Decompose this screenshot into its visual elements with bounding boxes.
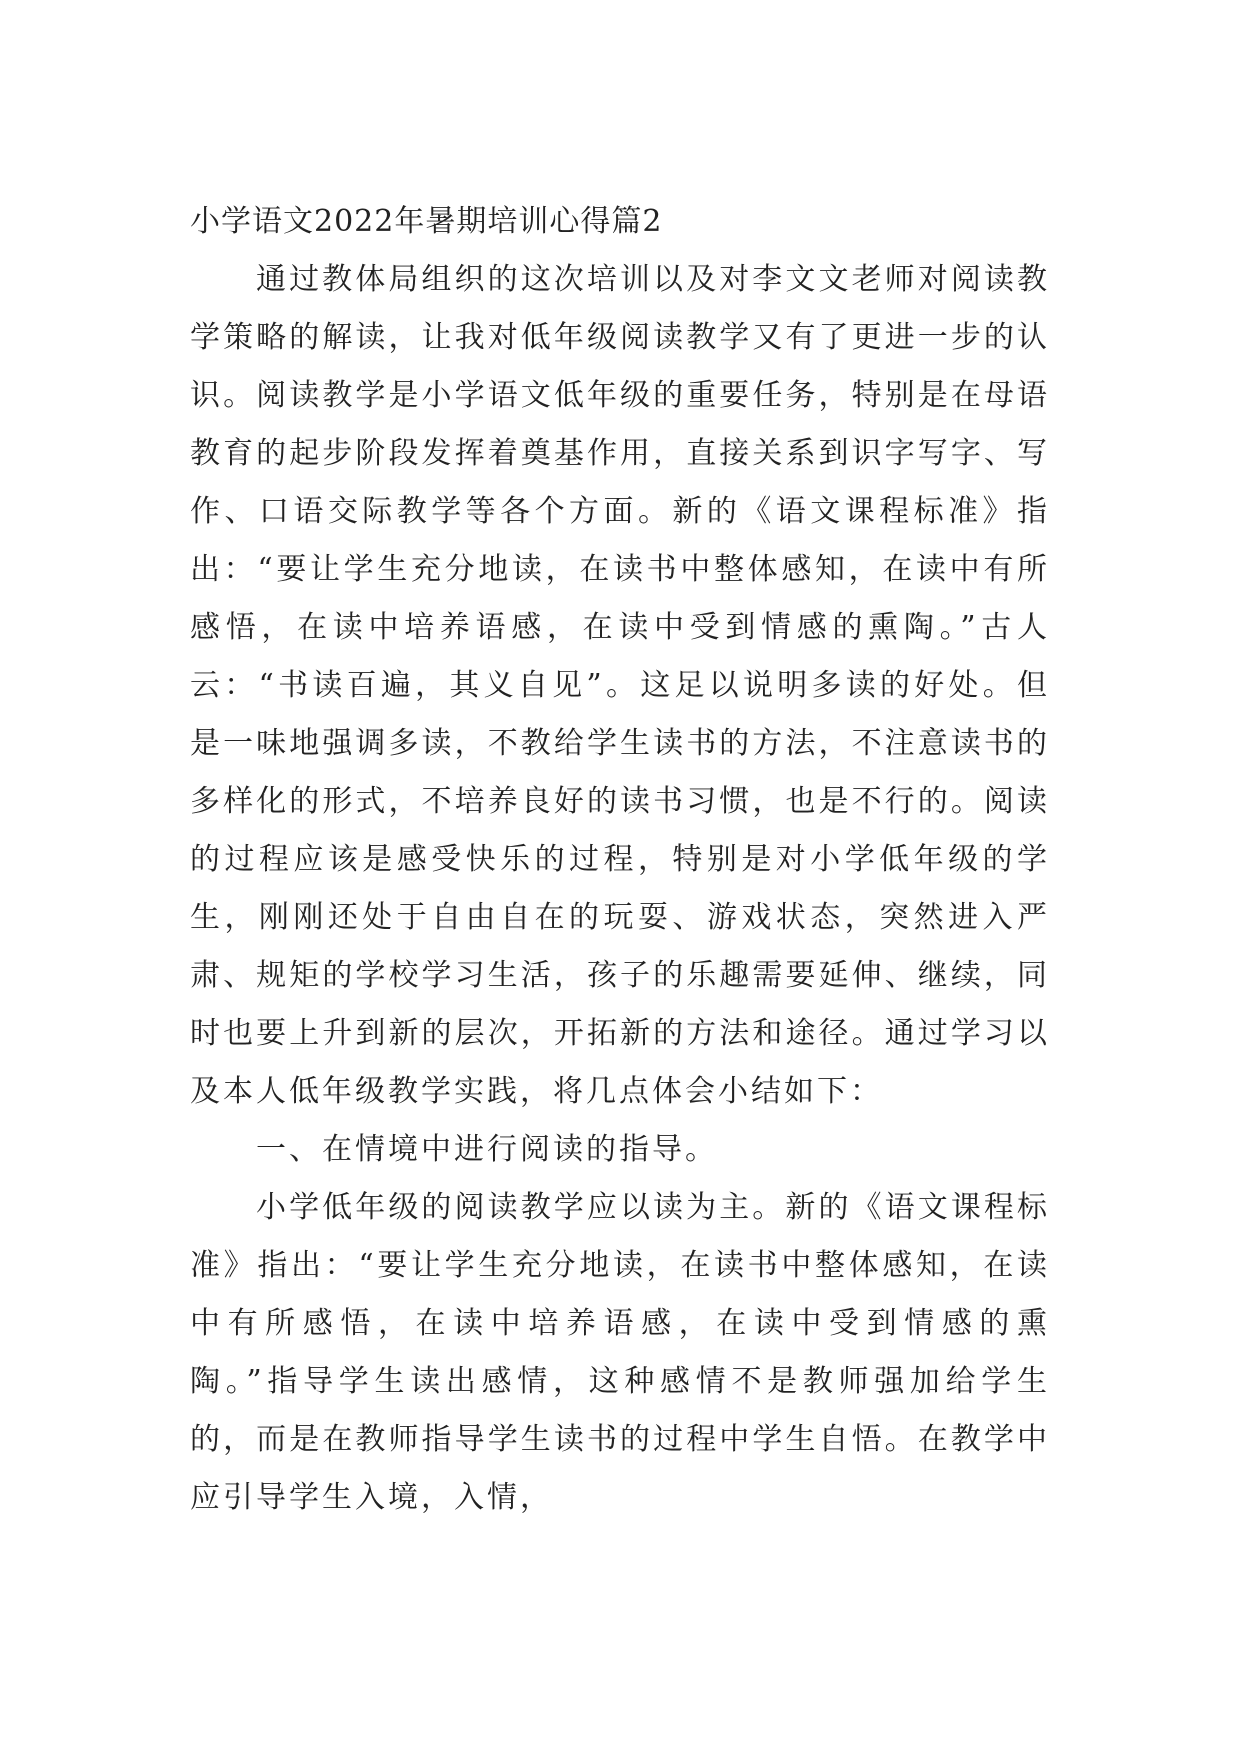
body-paragraph: 小学低年级的阅读教学应以读为主。新的《语文课程标准》指出：“要让学生充分地读，在读书中整体感知，在读中有所感悟，在读中培养语感，在读中受到情感的熏陶。”指导学生读出感情，这种感情不是教师强加给学生的，而是在教师指导学生读书的过程中学生自悟。在教学中应引导学生入境，入情， (190, 1190, 1050, 1515)
section-heading: 一、在情境中进行阅读的指导。 (256, 1132, 718, 1167)
document-title: 小学语文2022年暑期培训心得篇2 (190, 204, 663, 239)
body-paragraph: 通过教体局组织的这次培训以及对李文文老师对阅读教学策略的解读，让我对低年级阅读教学又有了更进一步的认识。阅读教学是小学语文低年级的重要任务，特别是在母语教育的起步阶段发挥着奠基作用，直接关系到识字写字、写作、口语交际教学等各个方面。新的《语文课程标准》指出：“要让学生充分地读，在读书中整体感知，在读中有所感悟，在读中培养语感，在读中受到情感的熏陶。”古人云：“书读百遍，其义自见”。这足以说明多读的好处。但是一味地强调多读，不教给学生读书的方法，不注意读书的多样化的形式，不培养良好的读书习惯，也是不行的。阅读的过程应该是感受快乐的过程，特别是对小学低年级的学生，刚刚还处于自由自在的玩耍、游戏状态，突然进入严肃、规矩的学校学习生活，孩子的乐趣需要延伸、继续，同时也要上升到新的层次，开拓新的方法和途径。通过学习以及本人低年级教学实践，将几点体会小结如下： (190, 262, 1050, 1109)
document-body (190, 251, 1050, 1527)
